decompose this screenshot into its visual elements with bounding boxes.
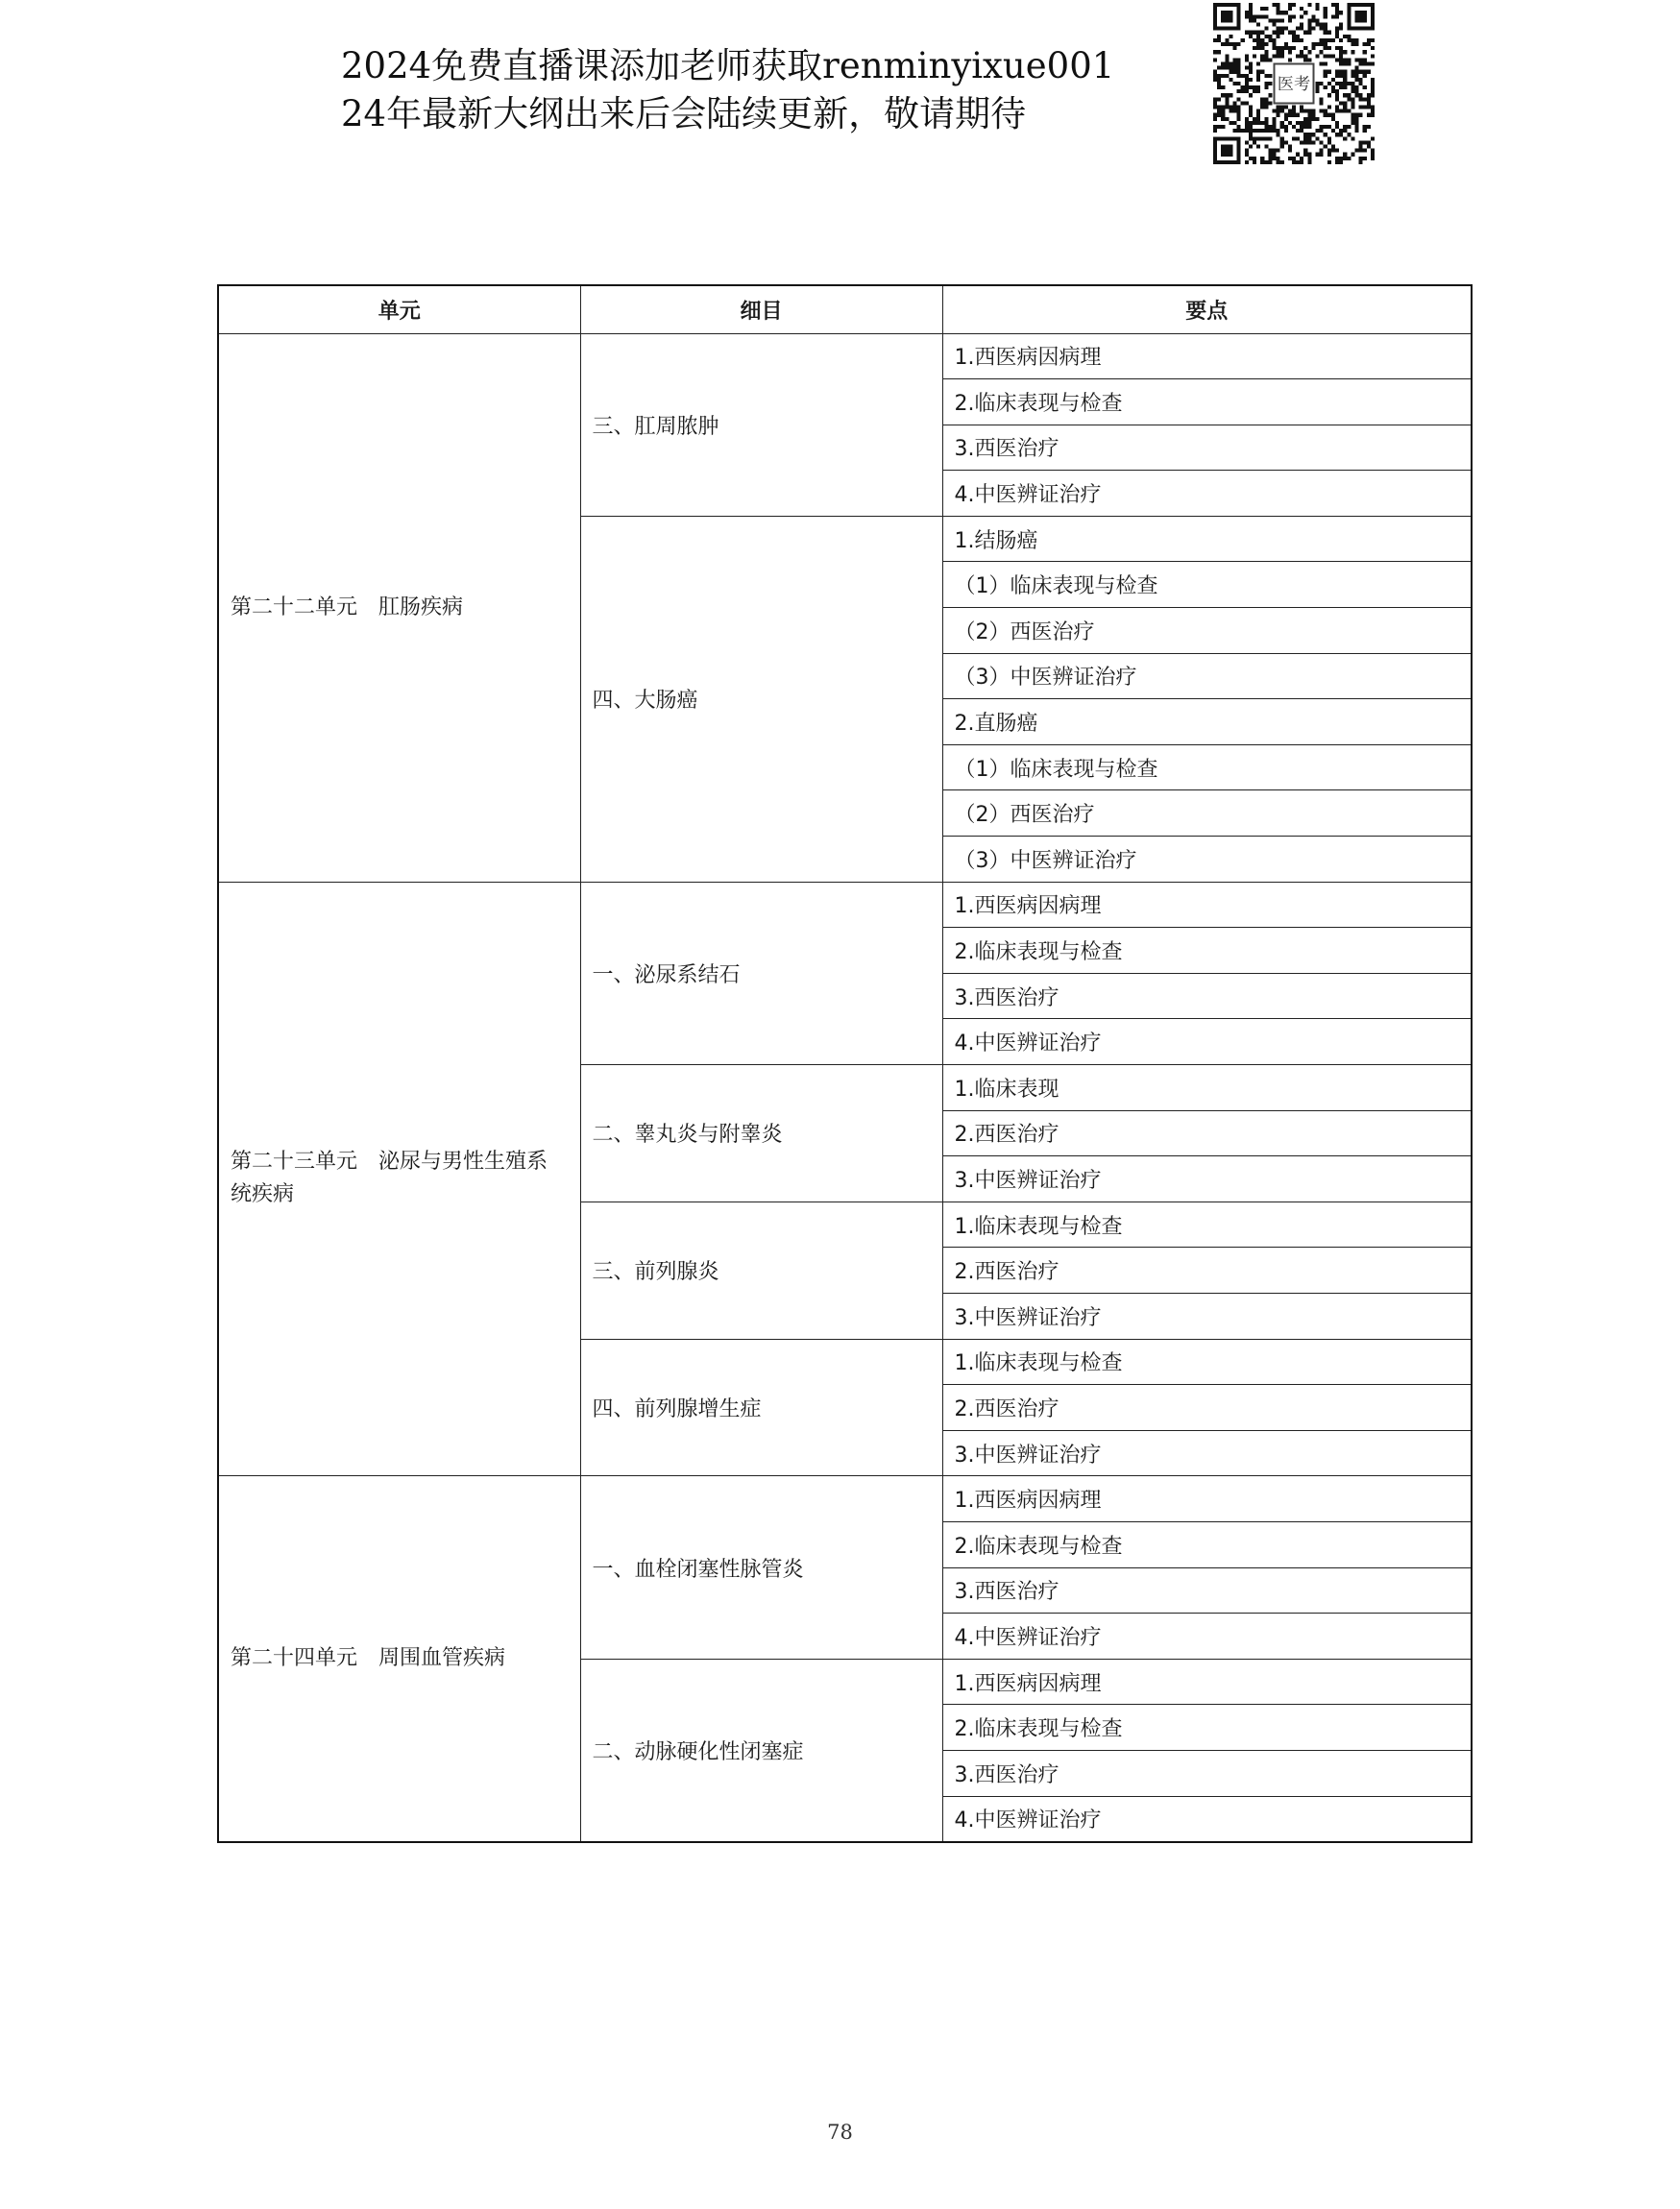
point-cell: （3）中医辨证治疗 bbox=[942, 837, 1472, 883]
point-cell: 3.西医治疗 bbox=[942, 1567, 1472, 1614]
promo-line-2: 24年最新大纲出来后会陆续更新，敬请期待 bbox=[341, 93, 1027, 134]
point-cell: 2.临床表现与检查 bbox=[942, 928, 1472, 974]
point-cell: 1.临床表现 bbox=[942, 1065, 1472, 1111]
point-cell: 3.中医辨证治疗 bbox=[942, 1430, 1472, 1476]
syllabus-table bbox=[217, 284, 1473, 1843]
point-cell: 1.西医病因病理 bbox=[942, 1659, 1472, 1705]
point-cell: 3.西医治疗 bbox=[942, 973, 1472, 1019]
point-cell: 1.西医病因病理 bbox=[942, 882, 1472, 928]
point-cell: 3.西医治疗 bbox=[942, 1750, 1472, 1796]
item-cell: 四、大肠癌 bbox=[580, 516, 942, 882]
point-cell: （1）临床表现与检查 bbox=[942, 744, 1472, 790]
point-cell: 2.西医治疗 bbox=[942, 1385, 1472, 1431]
point-cell: 2.西医治疗 bbox=[942, 1110, 1472, 1156]
item-cell: 二、睾丸炎与附睾炎 bbox=[580, 1065, 942, 1202]
table-row bbox=[218, 882, 1472, 928]
header-item: 细目 bbox=[580, 285, 942, 333]
item-cell: 二、动脉硬化性闭塞症 bbox=[580, 1659, 942, 1841]
point-cell: 4.中医辨证治疗 bbox=[942, 1796, 1472, 1842]
point-cell: 4.中医辨证治疗 bbox=[942, 471, 1472, 517]
point-cell: （2）西医治疗 bbox=[942, 608, 1472, 654]
table-row bbox=[218, 1476, 1472, 1522]
point-cell: （1）临床表现与检查 bbox=[942, 562, 1472, 608]
qr-code-image bbox=[1213, 3, 1375, 164]
table-header-row bbox=[218, 285, 1472, 333]
point-cell: 3.中医辨证治疗 bbox=[942, 1293, 1472, 1339]
point-cell: 1.临床表现与检查 bbox=[942, 1339, 1472, 1385]
qr-code-graphic bbox=[1213, 3, 1375, 164]
item-cell: 一、泌尿系结石 bbox=[580, 882, 942, 1064]
unit-cell: 第二十四单元 周围血管疾病 bbox=[218, 1476, 580, 1842]
point-cell: 4.中医辨证治疗 bbox=[942, 1019, 1472, 1065]
point-cell: 2.临床表现与检查 bbox=[942, 379, 1472, 425]
header-point: 要点 bbox=[942, 285, 1472, 333]
promo-header bbox=[341, 42, 1205, 138]
point-cell: （3）中医辨证治疗 bbox=[942, 653, 1472, 699]
item-cell: 四、前列腺增生症 bbox=[580, 1339, 942, 1476]
unit-cell: 第二十二单元 肛肠疾病 bbox=[218, 333, 580, 882]
point-cell: 1.结肠癌 bbox=[942, 516, 1472, 562]
point-cell: 3.西医治疗 bbox=[942, 425, 1472, 471]
point-cell: 4.中医辨证治疗 bbox=[942, 1614, 1472, 1660]
promo-line-1: 2024免费直播课添加老师获取renminyixue001 bbox=[341, 45, 1115, 86]
point-cell: （2）西医治疗 bbox=[942, 790, 1472, 837]
header-unit: 单元 bbox=[218, 285, 580, 333]
point-cell: 2.西医治疗 bbox=[942, 1248, 1472, 1294]
table-row bbox=[218, 333, 1472, 379]
point-cell: 1.临床表现与检查 bbox=[942, 1202, 1472, 1248]
item-cell: 一、血栓闭塞性脉管炎 bbox=[580, 1476, 942, 1659]
point-cell: 2.临床表现与检查 bbox=[942, 1705, 1472, 1751]
point-cell: 1.西医病因病理 bbox=[942, 333, 1472, 379]
page-number: 78 bbox=[827, 2121, 853, 2144]
point-cell: 1.西医病因病理 bbox=[942, 1476, 1472, 1522]
point-cell: 3.中医辨证治疗 bbox=[942, 1156, 1472, 1202]
unit-cell: 第二十三单元 泌尿与男性生殖系统疾病 bbox=[218, 882, 580, 1476]
table-body bbox=[218, 333, 1472, 1842]
point-cell: 2.直肠癌 bbox=[942, 699, 1472, 745]
qr-logo-text: 医考 bbox=[1277, 75, 1311, 95]
item-cell: 三、肛周脓肿 bbox=[580, 333, 942, 516]
item-cell: 三、前列腺炎 bbox=[580, 1202, 942, 1339]
point-cell: 2.临床表现与检查 bbox=[942, 1521, 1472, 1567]
